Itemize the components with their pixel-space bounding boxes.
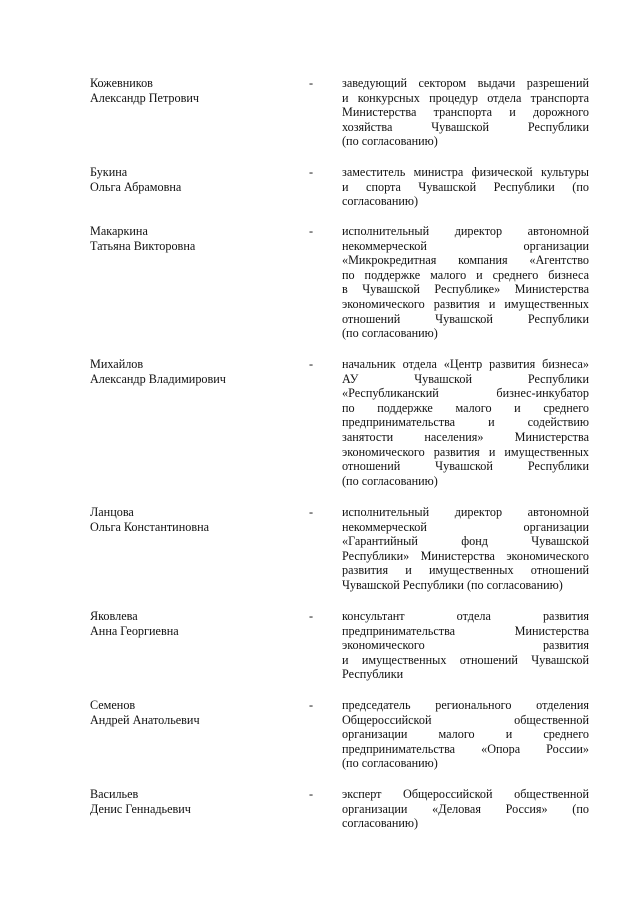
role-line: (по согласованию) — [342, 756, 438, 771]
role-line: Чувашской Республики (по согласованию) — [342, 577, 563, 592]
member-role — [342, 698, 589, 771]
member-name — [90, 505, 290, 534]
separator-dash: - — [308, 357, 314, 371]
member-role — [342, 609, 589, 682]
member-surname: Ланцова — [90, 505, 134, 519]
separator-dash: - — [308, 505, 314, 519]
role-line: исполнительный директор автономной — [342, 224, 589, 238]
separator-dash: - — [308, 224, 314, 238]
role-line: и конкурсных процедур отдела транспорта — [342, 90, 589, 105]
role-line: отношений Чувашской Республики — [342, 459, 589, 474]
member-name — [90, 787, 290, 816]
separator-dash: - — [308, 787, 314, 801]
role-line: «Микрокредитная компания «Агентство — [342, 253, 589, 268]
role-line: экономического развития и имущественных — [342, 296, 589, 311]
role-line: хозяйства Чувашской Республики — [342, 119, 589, 134]
member-role — [342, 76, 589, 149]
member-name — [90, 698, 290, 727]
role-line: отношений Чувашской Республики — [342, 311, 589, 326]
role-line: Республики» Министерства экономического — [342, 548, 589, 563]
role-line: некоммерческой организации — [342, 519, 589, 534]
role-line: исполнительный директор автономной — [342, 505, 589, 519]
role-line: в Чувашской Республике» Министерства — [342, 282, 589, 297]
separator-dash: - — [308, 698, 314, 712]
role-line: председатель регионального отделения — [342, 698, 589, 712]
member-surname: Макаркина — [90, 224, 148, 238]
role-line: предпринимательства и содействию — [342, 415, 589, 430]
member-given-name: Ольга Константиновна — [90, 519, 210, 534]
role-line: согласованию) — [342, 816, 419, 831]
role-line: и имущественных отношений Чувашской — [342, 652, 589, 667]
member-surname: Кожевников — [90, 76, 153, 90]
member-role — [342, 787, 589, 831]
separator-dash: - — [308, 609, 314, 623]
member-role — [342, 165, 589, 209]
role-line: некоммерческой организации — [342, 238, 589, 253]
role-line: по поддержке малого и среднего — [342, 400, 589, 415]
member-role — [342, 505, 589, 593]
member-surname: Семенов — [90, 698, 136, 712]
member-given-name: Ольга Абрамовна — [90, 179, 182, 194]
member-given-name: Денис Геннадьевич — [90, 801, 191, 816]
member-name — [90, 357, 290, 386]
role-line: (по согласованию) — [342, 473, 438, 488]
member-name — [90, 165, 290, 194]
role-line: предпринимательства Министерства — [342, 623, 589, 638]
member-given-name: Александр Петрович — [90, 90, 200, 105]
role-line: консультант отдела развития — [342, 609, 589, 623]
role-line: Республики — [342, 667, 404, 682]
role-line: (по согласованию) — [342, 134, 438, 149]
role-line: (по согласованию) — [342, 326, 438, 341]
member-given-name: Татьяна Викторовна — [90, 238, 196, 253]
role-line: «Республиканский бизнес-инкубатор — [342, 386, 589, 401]
role-line: Общероссийской общественной — [342, 712, 589, 727]
role-line: развития и имущественных отношений — [342, 563, 589, 578]
member-surname: Яковлева — [90, 609, 138, 623]
member-given-name: Александр Владимирович — [90, 371, 226, 386]
role-line: экономического развития и имущественных — [342, 444, 589, 459]
role-line: заведующий сектором выдачи разрешений — [342, 76, 589, 90]
role-line: заместитель министра физической культуры — [342, 165, 589, 179]
role-line: по поддержке малого и среднего бизнеса — [342, 267, 589, 282]
role-line: и спорта Чувашской Республики (по — [342, 179, 589, 194]
role-line: предпринимательства «Опора России» — [342, 741, 589, 756]
role-line: организации «Деловая Россия» (по — [342, 801, 589, 816]
member-role — [342, 224, 589, 341]
member-surname: Васильев — [90, 787, 139, 801]
role-line: экономического развития — [342, 638, 589, 653]
member-given-name: Андрей Анатольевич — [90, 712, 200, 727]
member-name — [90, 224, 290, 253]
role-line: «Гарантийный фонд Чувашской — [342, 534, 589, 549]
role-line: начальник отдела «Центр развития бизнеса» — [342, 357, 589, 371]
role-line: организации малого и среднего — [342, 727, 589, 742]
member-role — [342, 357, 589, 488]
member-given-name: Анна Георгиевна — [90, 623, 179, 638]
role-line: АУ Чувашской Республики — [342, 371, 589, 386]
role-line: согласованию) — [342, 194, 419, 209]
role-line: занятости населения» Министерства — [342, 429, 589, 444]
member-name — [90, 609, 290, 638]
role-line: Министерства транспорта и дорожного — [342, 105, 589, 120]
member-surname: Михайлов — [90, 357, 144, 371]
member-name — [90, 76, 290, 105]
separator-dash: - — [308, 165, 314, 179]
role-line: эксперт Общероссийской общественной — [342, 787, 589, 801]
member-surname: Букина — [90, 165, 128, 179]
separator-dash: - — [308, 76, 314, 90]
